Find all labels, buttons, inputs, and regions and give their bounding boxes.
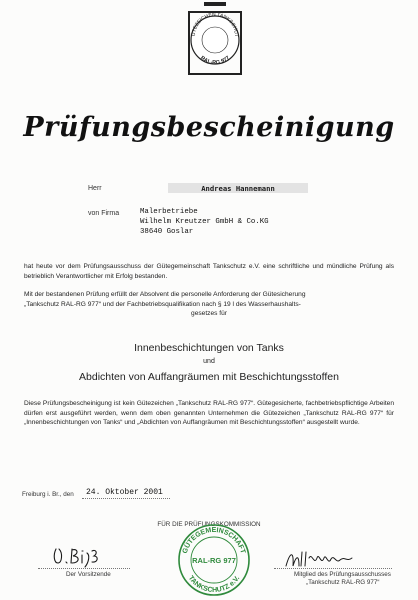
quality-seal-logo <box>187 2 243 80</box>
stamp-middle-text: RAL-RG 977 <box>192 556 236 565</box>
issue-date: 24. Oktober 2001 <box>86 488 163 497</box>
scope-line-2: Abdichten von Auffangräumen mit Beschichtungsstoffen <box>79 371 339 383</box>
left-signature-line <box>38 568 130 569</box>
commission-heading: FÜR DIE PRÜFUNGSKOMMISSION <box>157 521 261 528</box>
chairman-caption: Der Vorsitzende <box>66 571 111 578</box>
seal-bottom-text: RAL-RG 977 <box>199 55 232 67</box>
exam-statement: hat heute vor dem Prüfungsausschuss der Gütegemeinschaft Tankschutz e.V. eine schriftliche und mündliche Prüfung als betrieblich Verantwortlicher mit Erfolg bestanden. <box>24 263 394 280</box>
seal-top-text: ÜTEZEICHEN TANKSCHUT <box>190 11 240 38</box>
firm-line-3: 38640 Goslar <box>140 228 194 236</box>
chairman-signature <box>52 543 104 569</box>
member-caption-line-2: „Tankschutz RAL-RG 977“ <box>306 579 380 586</box>
disclaimer-text: Diese Prüfungsbescheinigung ist kein Gütezeichen „Tankschutz RAL-RG 977“. Gütegesicherte, fachbetriebspflichtige Arbeiten dürfen erst ausgeführt werden, wenn dem oben genannten Unternehmen die Gütezeichen „Tankschutz RAL-RG 977“ für „Innenbeschichtungen von Tanks“ und „Abdichten von Auffangräumen mit Beschichtungsstoffen“ ausgestellt wurde. <box>24 400 394 426</box>
firm-line-1: Malerbetriebe <box>140 208 198 216</box>
stamp-top-text: GÜTEGEMEINSCHAFT <box>181 527 247 555</box>
svg-text:GÜTEGEMEINSCHAFT <box>182 527 247 555</box>
firm-label: von Firma <box>88 210 120 217</box>
recipient-name: Andreas Hannemann <box>201 184 275 193</box>
association-stamp <box>176 522 252 598</box>
right-signature-line <box>274 568 392 569</box>
date-line <box>82 498 170 499</box>
scope-and: und <box>203 358 215 365</box>
firm-line-2: Wilhelm Kreutzer GmbH & Co.KG <box>140 218 269 226</box>
svg-text:TANKSCHUTZ e.V. <box>187 575 242 594</box>
requirement-line-2: „Tankschutz RAL-RG 977“ und der Fachbetriebsqualifikation nach § 19 l des Wasserhaushalts- <box>24 300 301 308</box>
salutation-label: Herr <box>88 185 102 192</box>
document-title: Prüfungsbescheinigung <box>23 112 395 143</box>
member-signature <box>284 548 356 570</box>
requirement-line-1: Mit der bestandenen Prüfung erfüllt der Absolvent die personelle Anforderung der Gütesicherung <box>24 291 306 298</box>
scope-line-1: Innenbeschichtungen von Tanks <box>134 342 284 354</box>
requirement-line-3: gesetzes für <box>191 310 227 317</box>
stamp-bottom-text: TANKSCHUTZ e.V. <box>186 574 242 595</box>
member-caption-line-1: Mitglied des Prüfungsausschusses <box>294 571 391 578</box>
date-label: Freiburg i. Br., den <box>22 491 74 498</box>
